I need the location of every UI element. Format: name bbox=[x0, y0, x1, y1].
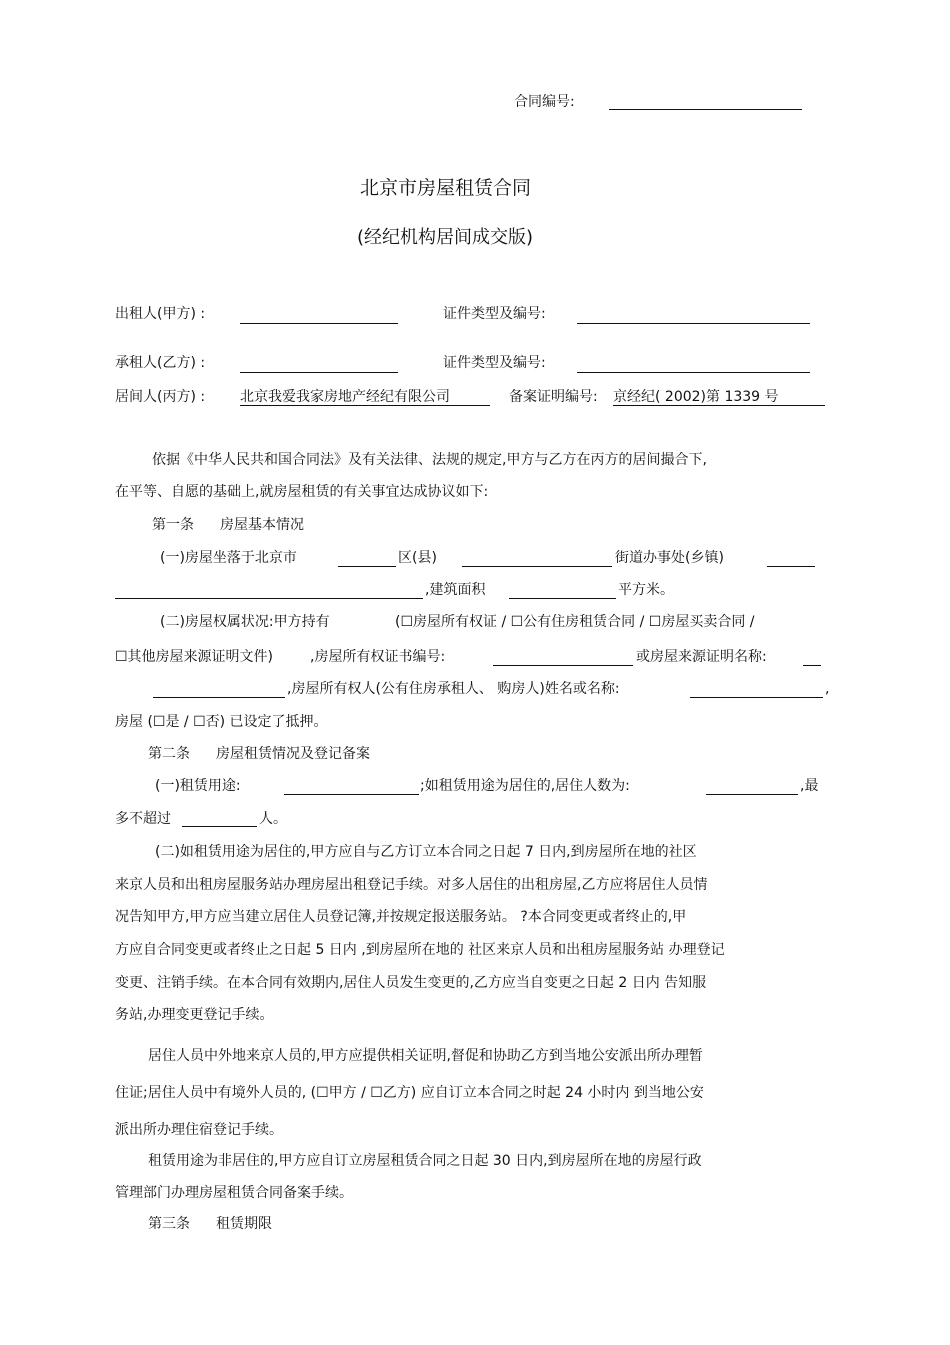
lessor-id-label: 证件类型及编号: bbox=[443, 306, 546, 322]
owner-name-field[interactable] bbox=[690, 697, 823, 698]
article-3-number: 第三条 bbox=[148, 1216, 190, 1232]
a2-para2-line-5: 变更、注销手续。在本合同有效期内,居住人员发生变更的,乙方应当自变更之日起 2 日内 告知服 bbox=[115, 975, 707, 991]
lessee-label: 承租人(乙方) : bbox=[115, 355, 206, 371]
lessor-id-field[interactable] bbox=[577, 323, 810, 324]
a1-owner-label: ,房屋所有权人(公有住房承租人、 购房人)姓名或名称: bbox=[287, 681, 620, 697]
intro-line-2: 在平等、自愿的基础上,就房屋租赁的有关事宜达成协议如下: bbox=[115, 484, 489, 500]
document-subtitle: (经纪机构居间成交版) bbox=[357, 227, 534, 248]
district-field[interactable] bbox=[338, 566, 396, 567]
a2-para2-line-4: 方应自合同变更或者终止之日起 5 日内 ,到房屋所在地的 社区来京人员和出租房屋服务站 办理登记 bbox=[115, 942, 725, 958]
a2-para3-line-2[interactable]: 住证;居住人员中有境外人员的, (☐甲方 / ☐乙方) 应自订立本合同之时起 24 小时内 到当地公安 bbox=[115, 1085, 704, 1101]
cert-number-field[interactable] bbox=[493, 665, 633, 666]
lessor-name-field[interactable] bbox=[240, 323, 398, 324]
a1-ownership-options[interactable]: (☐房屋所有权证 / ☐公有住房租赁合同 / ☐房屋买卖合同 / bbox=[395, 614, 755, 630]
record-number-underline bbox=[613, 405, 825, 406]
article-2-number: 第二条 bbox=[148, 746, 190, 762]
purpose-field[interactable] bbox=[284, 794, 419, 795]
a2-residents-tail: ,最 bbox=[800, 778, 819, 794]
area-field[interactable] bbox=[509, 598, 616, 599]
a2-para2-line-3: 况告知甲方,甲方应当建立居住人员登记簿,并按规定报送服务站。 ?本合同变更或者终止的,甲 bbox=[115, 909, 687, 925]
document-title: 北京市房屋租赁合同 bbox=[360, 177, 532, 199]
a1-ownership-label: (二)房屋权属状况:甲方持有 bbox=[160, 614, 330, 630]
a1-area-label: ,建筑面积 bbox=[425, 582, 486, 598]
intro-line-1: 依据《中华人民共和国合同法》及有关法律、法规的规定,甲方与乙方在丙方的居间撮合下, bbox=[152, 452, 707, 468]
broker-label: 居间人(丙方) : bbox=[115, 389, 206, 405]
lessee-name-field[interactable] bbox=[240, 372, 398, 373]
a2-para3-line-1: 居住人员中外地来京人员的,甲方应提供相关证明,督促和协助乙方到当地公安派出所办理暂 bbox=[148, 1048, 703, 1064]
a1-mortgage-options[interactable]: 房屋 (☐是 / ☐否) 已设定了抵押。 bbox=[115, 714, 328, 730]
a2-para4-line-1: 租赁用途为非居住的,甲方应自订立房屋租赁合同之日起 30 日内,到房屋所在地的房屋行政 bbox=[148, 1153, 702, 1169]
residents-field[interactable] bbox=[706, 794, 798, 795]
a1-other-docs-option[interactable]: ☐其他房屋来源证明文件) bbox=[115, 649, 274, 665]
a1-source-doc-label: 或房屋来源证明名称: bbox=[636, 649, 767, 665]
a2-para4-line-2: 管理部门办理房屋租赁合同备案手续。 bbox=[115, 1185, 353, 1201]
a1-district-label: 区(县) bbox=[398, 550, 437, 566]
contract-number-field[interactable] bbox=[609, 109, 802, 110]
broker-name: 北京我爱我家房地产经纪有限公司 bbox=[240, 389, 450, 405]
lessee-id-label: 证件类型及编号: bbox=[443, 355, 546, 371]
a2-max-unit: 人。 bbox=[259, 811, 287, 827]
a2-para2-line-1: (二)如租赁用途为居住的,甲方应自与乙方订立本合同之日起 7 日内,到房屋所在地的社区 bbox=[155, 844, 697, 860]
record-number-label: 备案证明编号: bbox=[509, 389, 598, 405]
a2-para2-line-6: 务站,办理变更登记手续。 bbox=[115, 1007, 274, 1023]
article-1-heading: 房屋基本情况 bbox=[220, 517, 304, 533]
article-3-heading: 租赁期限 bbox=[216, 1216, 272, 1232]
a2-para2-line-2: 来京人员和出租房屋服务站办理房屋出租登记手续。对多人居住的出租房屋,乙方应将居住人员情 bbox=[115, 877, 708, 893]
a1-street-label: 街道办事处(乡镇) bbox=[615, 550, 724, 566]
a2-purpose-label: (一)租赁用途: bbox=[155, 778, 241, 794]
a2-residents-label: ;如租赁用途为居住的,居住人数为: bbox=[420, 778, 630, 794]
a2-max-label: 多不超过 bbox=[115, 811, 171, 827]
a1-area-unit: 平方米。 bbox=[618, 582, 674, 598]
street-field[interactable] bbox=[462, 566, 612, 567]
source-doc-field-start[interactable] bbox=[803, 665, 821, 666]
contract-number-label: 合同编号: bbox=[514, 94, 575, 110]
max-residents-field[interactable] bbox=[182, 826, 257, 827]
broker-name-underline bbox=[240, 405, 490, 406]
a1-location-label: (一)房屋坐落于北京市 bbox=[160, 550, 297, 566]
article-2-heading: 房屋租赁情况及登记备案 bbox=[216, 746, 370, 762]
a1-owner-comma: , bbox=[825, 681, 830, 697]
address-field[interactable] bbox=[115, 598, 423, 599]
article-1-number: 第一条 bbox=[152, 517, 194, 533]
a1-cert-number-label: ,房屋所有权证书编号: bbox=[310, 649, 446, 665]
lessee-id-field[interactable] bbox=[577, 372, 810, 373]
lessor-label: 出租人(甲方) : bbox=[115, 306, 206, 322]
town-field[interactable] bbox=[767, 566, 815, 567]
record-number-value: 京经纪( 2002)第 1339 号 bbox=[613, 389, 779, 405]
a2-para3-line-3: 派出所办理住宿登记手续。 bbox=[115, 1122, 283, 1138]
source-doc-field[interactable] bbox=[153, 697, 285, 698]
